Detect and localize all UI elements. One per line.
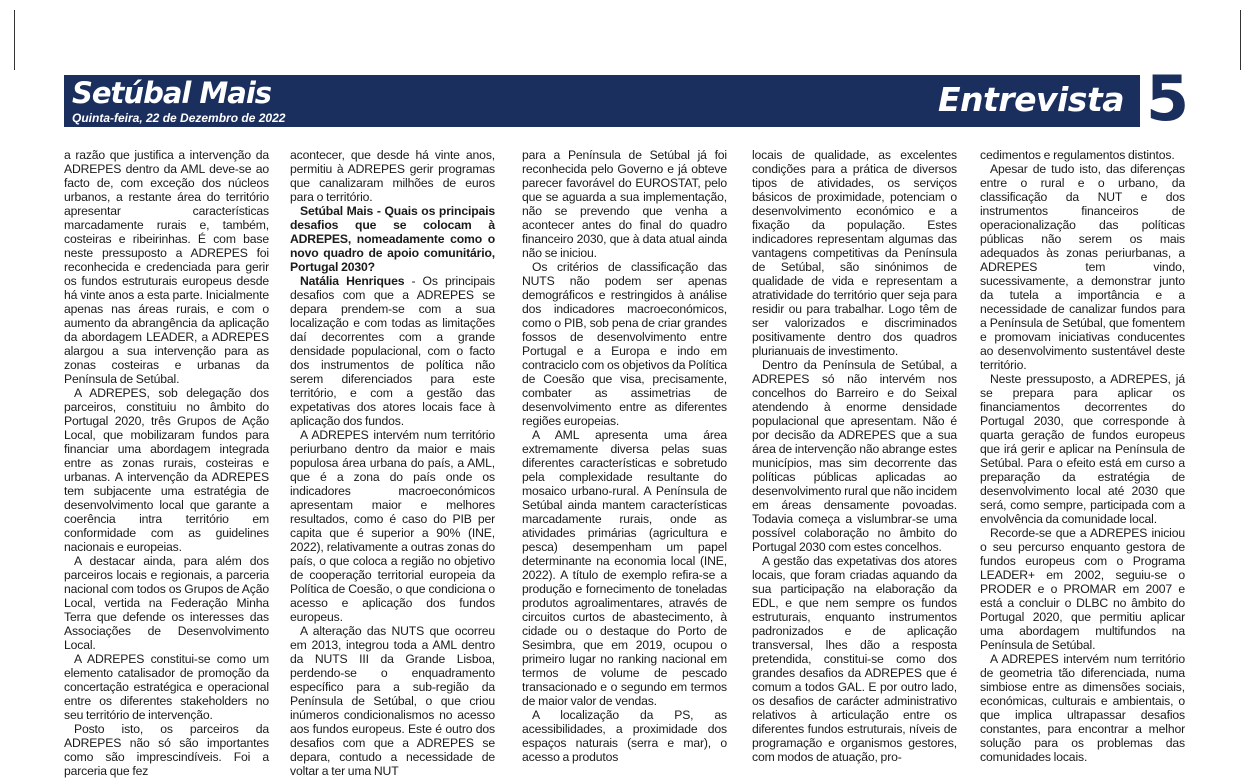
paragraph: Apesar de tudo isto, das diferenças entre o rural e o urbano, da classificação da NUT e dos instrumentos financeiros de operacionalização das políticas públicas não serem os mais adequados às zonas periurbanas, a ADREPES tem vindo, sucessivamente, a demonstrar junto da tutela a importância e a necessidade de canalizar fundos para a Península de Setúbal, que fomentem e promovam iniciativas conducentes ao desenvolvimento sustentável deste território.	[980, 162, 1185, 372]
paragraph: Os critérios de classificação das NUTS não podem ser apenas demográficos e restringidos à análise dos indicadores macroeconómicos, como o PIB, sob pena de criar grandes fossos de desenvolvimento entre Portugal e a Europa e indo em contraciclo com os objetivos da Política de Coesão que visa, precisamente, combater as assimetrias de desenvolvimento entre as diferentes regiões europeias.	[522, 260, 727, 428]
page-number: 5	[1146, 62, 1190, 135]
paragraph: A AML apresenta uma área extremamente diversa pelas suas diferentes características e sobretudo pela complexidade resultante do mosaico urbano-rural. A Península de Setúbal ainda mantem características marcadamente rurais, onde as atividades primárias (agricultura e pesca) desempenham um papel determinante na economia local (INE, 2022). A título de exemplo refira-se a produção e fornecimento de toneladas produtos agroalimentares, através de circuitos curtos de abastecimento, à cidade ou o destaque do Porto de Sesimbra, que em 2019, ocupou o primeiro lugar no ranking nacional em termos de volume de pescado transacionado e o segundo em termos de maior valor de vendas.	[522, 428, 727, 708]
interview-answer	[290, 274, 495, 428]
paragraph-continued: acontecer, que desde há vinte anos, permitiu à ADREPES gerir programas que canalizaram milhões de euros para o território.	[290, 148, 495, 204]
paragraph: Recorde-se que a ADREPES iniciou o seu percurso enquanto gestora de fundos europeus com o Programa LEADER+ em 2002, seguiu-se o PRODER e o PROMAR em 2007 e está a concluir o DLBC no âmbito do Portugal 2020, que permitiu aplicar uma abordagem multifundos na Península de Setúbal.	[980, 526, 1185, 652]
paragraph: A alteração das NUTS que ocorreu em 2013, integrou toda a AML dentro da NUTS III da Grande Lisboa, perdendo-se o enquadramento específico para a sub-região da Península de Setúbal, o que criou inúmeros condicionalismos no acesso aos fundos europeus. Este é outro dos desafios com que a ADREPES se depara, contudo a necessidade de voltar a ter uma NUT	[290, 624, 495, 778]
article-column-1	[64, 148, 269, 778]
paragraph: Dentro da Península de Setúbal, a ADREPES só não intervém nos concelhos do Barreiro e do Seixal atendendo à enorme densidade populacional que apresentam. Não é por decisão da ADREPES que a sua área de intervenção não abrange estes municípios, mas sim decorrente das políticas públicas aplicadas ao desenvolvimento rural que não incidem em áreas densamente povoadas. Todavia começa a vislumbrar-se uma possível colaboração no âmbito do Portugal 2030 com estes concelhos.	[752, 358, 957, 554]
paragraph-continued: para a Península de Setúbal já foi reconhecida pelo Governo e já obteve parecer favorável do EUROSTAT, pelo que se aguarda a sua implementação, não se prevendo que venha a acontecer antes do final do quadro financeiro 2030, que à data atual ainda não se iniciou.	[522, 148, 727, 260]
article-column-5	[980, 148, 1185, 763]
article-column-4	[752, 148, 957, 763]
paragraph-continued: cedimentos e regulamentos distintos.	[980, 148, 1175, 162]
article-column-3	[522, 148, 727, 763]
paragraph: A gestão das expetativas dos atores locais, que foram criadas aquando da sua participação na elaboração da EDL, e que nem sempre os fundos estruturais, enquanto instrumentos padronizados e de aplicação transversal, lhes dão a resposta pretendida, constitui-se como dos grandes desafios da ADREPES que é comum a todos GAL. E por outro lado, os desafios de carácter administrativo relativos à articulação entre os diferentes fundos estruturais, níveis de programação e organismos gestores, com modos de atuação, pro-	[752, 554, 957, 764]
paragraph-continued: a razão que justifica a intervenção da ADREPES dentro da AML deve-se ao facto de, com exceção dos núcleos urbanos, a restante área do território apresentar características marcadamente rurais e, também, costeiras e ribeirinhas. É com base neste pressuposto a ADREPES foi reconhecida e credenciada para gerir os fundos estruturais europeus desde há vinte anos a esta parte. Inicialmente apenas nas áreas rurais, e com o aumento da abrangência da aplicação da abordagem LEADER, a ADREPES alargou a sua intervenção para as zonas costeiras e urbanas da Península de Setúbal.	[64, 148, 269, 386]
paragraph: A localização da PS, as acessibilidades, a proximidade dos espaços naturais (serra e mar), o acesso a produtos	[522, 708, 727, 764]
speaker-name: Natália Henriques	[300, 274, 405, 288]
paragraph: A ADREPES constitui-se como um elemento catalisador de promoção da concertação estratégica e operacional entre os diferentes stakeholders no seu território de intervenção.	[64, 652, 269, 722]
section-label: Entrevista	[938, 80, 1124, 119]
paragraph: A ADREPES, sob delegação dos parceiros, constituiu no âmbito do Portugal 2020, três Grupos de Ação Local, que mobilizaram fundos para financiar uma abordagem integrada entre as zonas rurais, costeiras e urbanas. A intervenção da ADREPES tem subjacente uma estratégia de desenvolvimento local que garante a coerência intra território em conformidade com as guidelines nacionais e europeias.	[64, 386, 269, 554]
publication-title: Setúbal Mais	[72, 76, 272, 110]
paragraph: Neste pressuposto, a ADREPES, já se prepara para aplicar os financiamentos decorrentes do Portugal 2030, que corresponde à quarta geração de fundos europeus que irá gerir e aplicar na Península de Setúbal. Para o efeito está em curso a preparação da estratégia de desenvolvimento local até 2030 que será, como sempre, participada com a envolvência da comunidade local.	[980, 372, 1185, 526]
interview-question: Setúbal Mais - Quais os principais desafios que se colocam à ADREPES, nomeadamente como o novo quadro de apoio comunitário, Portugal 2030?	[290, 204, 495, 274]
paragraph: A ADREPES intervém num território de geometria tão diferenciada, numa simbiose entre as dimensões sociais, económicas, culturais e ambientais, o que implica ultrapassar desafios constantes, para encontrar a melhor solução para os problemas das comunidades locais.	[980, 652, 1185, 764]
paragraph: Posto isto, os parceiros da ADREPES não só são importantes como são imprescindíveis. Foi a parceria que fez	[64, 722, 269, 778]
paragraph-continued: locais de qualidade, as excelentes condições para a prática de diversos tipos de atividades, os serviços básicos de proximidade, potenciam o desenvolvimento económico e a fixação da população. Estes indicadores representam algumas das vantagens competitivas da Península de Setúbal, são sinónimos de qualidade de vida e representam a atratividade do território quer seja para residir ou para trabalhar. Logo têm de ser valorizados e discriminados positivamente dentro dos quadros plurianuais de investimento.	[752, 148, 957, 358]
paragraph: A destacar ainda, para além dos parceiros locais e regionais, a parceria nacional com todos os Grupos de Ação Local, vertida na Federação Minha Terra que defende os interesses das Associações de Desenvolvimento Local.	[64, 554, 269, 652]
margin-rule-right	[1240, 10, 1241, 70]
paragraph: A ADREPES intervém num território periurbano dentro da maior e mais populosa área urbana do país, a AML, que é a zona do país onde os indicadores macroeconómicos apresentam maior e melhores resultados, como é caso do PIB per capita que é superior a 90% (INE, 2022), relativamente a outras zonas do país, o que coloca a região no objetivo de cooperação territorial europeia da Política de Coesão, o que condiciona o acesso e aplicação dos fundos europeus.	[290, 428, 495, 624]
article-column-2	[290, 148, 495, 778]
publication-date: Quinta-feira, 22 de Dezembro de 2022	[72, 111, 286, 125]
margin-rule-left	[14, 10, 15, 70]
answer-text: - Os principais desafios com que a ADREPES se depara prendem-se com a sua localização e com todas as limitações daí decorrentes com a grande densidade populacional, com o facto dos instrumentos de política não serem diferenciados para este território, e com a gestão das expetativas dos atores locais face à aplicação dos fundos.	[290, 274, 495, 428]
